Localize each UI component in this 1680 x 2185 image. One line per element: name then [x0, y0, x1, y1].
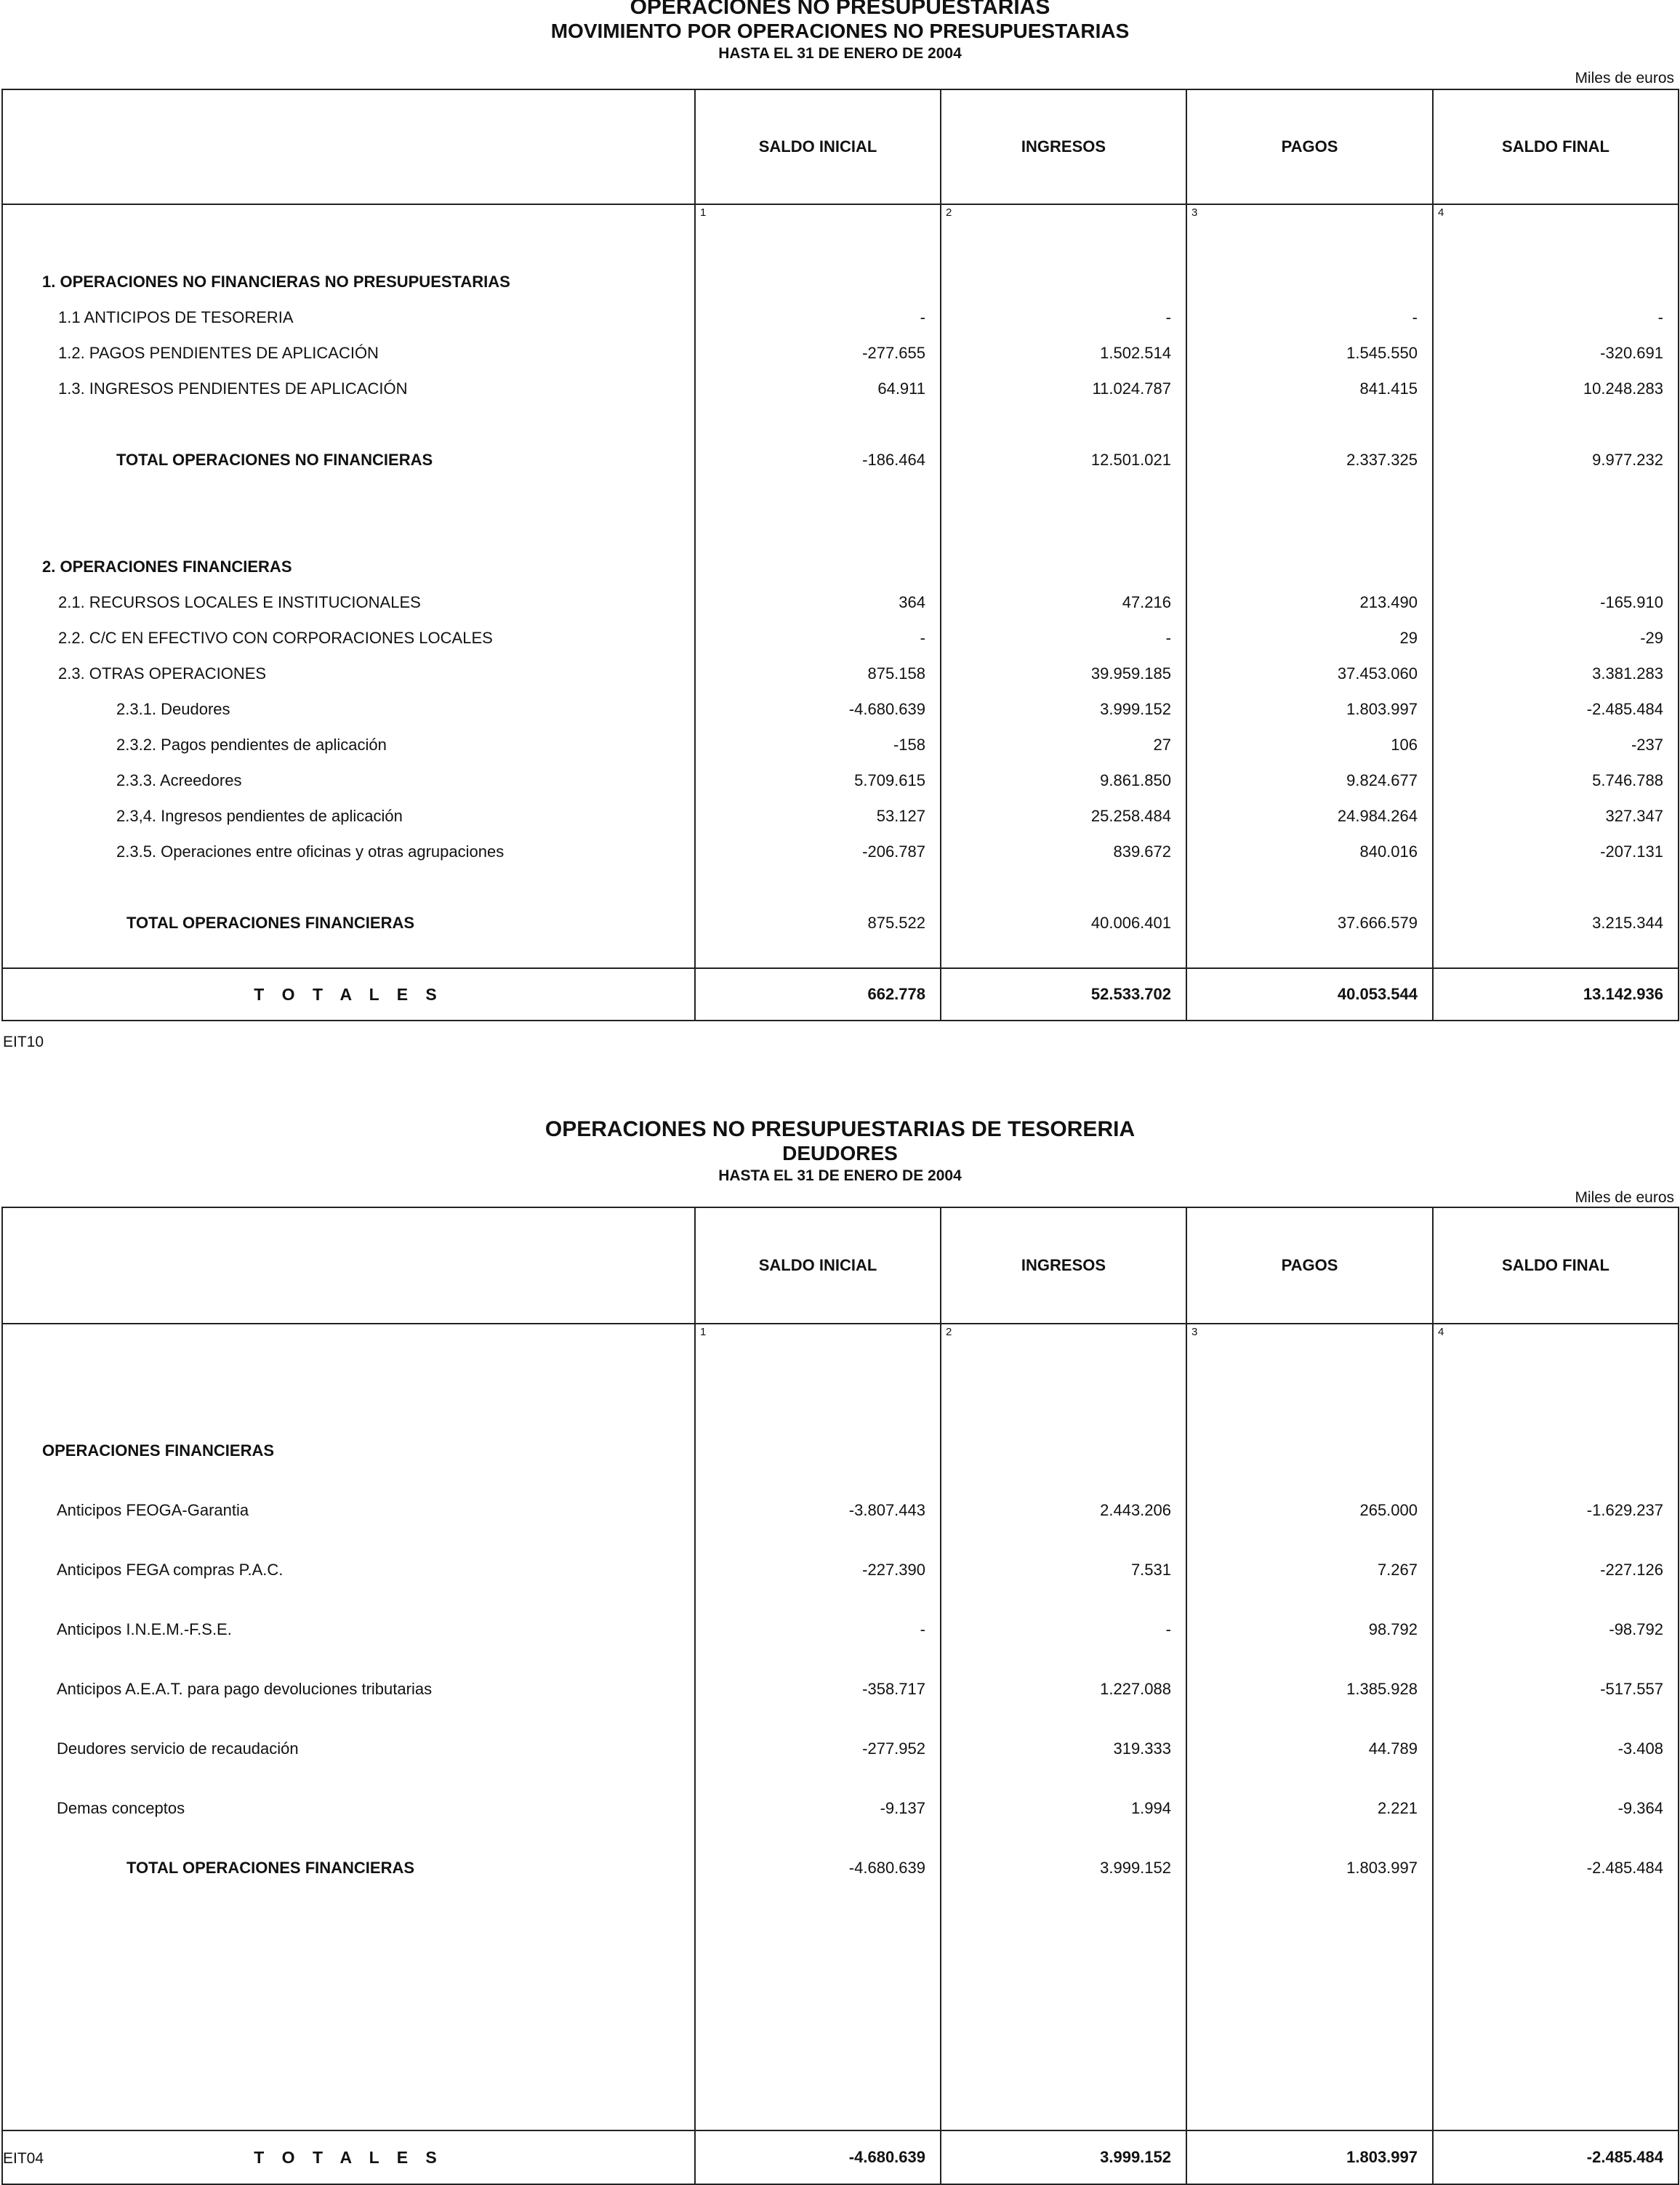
report-code: EIT04	[3, 2150, 44, 2167]
cell-value: 53.127	[695, 798, 941, 834]
table-row	[2, 335, 1679, 371]
total-value: 662.778	[695, 968, 941, 1021]
table-row	[2, 371, 1679, 406]
row-label: 2.3.3. Acreedores	[2, 762, 695, 798]
cell-value: -186.464	[695, 442, 941, 478]
cell-value	[695, 1421, 941, 1481]
cell-value: -	[941, 1600, 1186, 1659]
cell-value: 47.216	[941, 584, 1186, 620]
cell-value: -	[1433, 299, 1679, 335]
row-label: 2.3.1. Deudores	[2, 691, 695, 727]
cell-value: 2.221	[1186, 1779, 1433, 1838]
cell-value: 841.415	[1186, 371, 1433, 406]
row-label: 2.3,4. Ingresos pendientes de aplicación	[2, 798, 695, 834]
cell-value	[1186, 264, 1433, 299]
table-row	[2, 1600, 1679, 1659]
colnum-3: 3	[1186, 204, 1433, 264]
table-row	[2, 1779, 1679, 1838]
colnum-3: 3	[1186, 1324, 1433, 1421]
cell-value: -1.629.237	[1433, 1481, 1679, 1540]
cell-value: 24.984.264	[1186, 798, 1433, 834]
table-row	[2, 299, 1679, 335]
table-row	[2, 762, 1679, 798]
cell-value: 327.347	[1433, 798, 1679, 834]
deudores-table	[1, 1207, 1679, 2185]
cell-value: -	[695, 1600, 941, 1659]
cell-value: -358.717	[695, 1659, 941, 1719]
table-row-spacer	[2, 869, 1679, 905]
cell-value	[1186, 1421, 1433, 1481]
cell-value: 7.531	[941, 1540, 1186, 1600]
cell-value: 98.792	[1186, 1600, 1433, 1659]
row-label: TOTAL OPERACIONES NO FINANCIERAS	[2, 442, 695, 478]
row-label: Anticipos FEOGA-Garantia	[2, 1481, 695, 1540]
cell-value: -	[941, 620, 1186, 656]
cell-value: -206.787	[695, 834, 941, 869]
cell-value: 840.016	[1186, 834, 1433, 869]
cell-value: -165.910	[1433, 584, 1679, 620]
row-label: 1.1 ANTICIPOS DE TESORERIA	[2, 299, 695, 335]
cell-value	[1433, 549, 1679, 584]
cell-value: -227.126	[1433, 1540, 1679, 1600]
header-pagos: PAGOS	[1186, 89, 1433, 204]
row-label: 2. OPERACIONES FINANCIERAS	[2, 549, 695, 584]
header-saldo-final: SALDO FINAL	[1433, 89, 1679, 204]
cell-value: 37.453.060	[1186, 656, 1433, 691]
cell-value: -517.557	[1433, 1659, 1679, 1719]
row-label: TOTAL OPERACIONES FINANCIERAS	[2, 905, 695, 941]
cell-value: 39.959.185	[941, 656, 1186, 691]
cell-value: 3.215.344	[1433, 905, 1679, 941]
table-row	[2, 584, 1679, 620]
cell-value: -29	[1433, 620, 1679, 656]
table-row-spacer	[2, 478, 1679, 549]
cell-value: 106	[1186, 727, 1433, 762]
totals-row	[2, 2130, 1679, 2184]
header-saldo-inicial: SALDO INICIAL	[695, 1207, 941, 1324]
table-row-spacer	[2, 406, 1679, 442]
table-row	[2, 798, 1679, 834]
cell-value: -4.680.639	[695, 1838, 941, 1898]
cell-value: 9.977.232	[1433, 442, 1679, 478]
cell-value: 1.545.550	[1186, 335, 1433, 371]
colnum-4: 4	[1433, 1324, 1679, 1421]
table-header-row	[2, 1207, 1679, 1324]
cell-value: 265.000	[1186, 1481, 1433, 1540]
cell-value: -2.485.484	[1433, 1838, 1679, 1898]
cell-value	[941, 264, 1186, 299]
cell-value: -	[695, 620, 941, 656]
units-label: Miles de euros	[1575, 1189, 1674, 1206]
row-label: 2.1. RECURSOS LOCALES E INSTITUCIONALES	[2, 584, 695, 620]
cell-value: 11.024.787	[941, 371, 1186, 406]
report-title: OPERACIONES NO PRESUPUESTARIAS	[630, 0, 1050, 19]
cell-value: -9.137	[695, 1779, 941, 1838]
table-row-subtotal	[2, 905, 1679, 941]
row-label: 2.3. OTRAS OPERACIONES	[2, 656, 695, 691]
cell-value: 40.006.401	[941, 905, 1186, 941]
cell-value: -98.792	[1433, 1600, 1679, 1659]
column-number-row	[2, 1324, 1679, 1421]
cell-value: 44.789	[1186, 1719, 1433, 1779]
table-row	[2, 656, 1679, 691]
colnum-2: 2	[941, 204, 1186, 264]
totals-label: T O T A L E S	[2, 2130, 695, 2184]
cell-value: -227.390	[695, 1540, 941, 1600]
cell-value	[1433, 1421, 1679, 1481]
table-row	[2, 1540, 1679, 1600]
cell-value: 875.158	[695, 656, 941, 691]
table-header-row	[2, 89, 1679, 204]
total-value: 13.142.936	[1433, 968, 1679, 1021]
cell-value: 3.999.152	[941, 1838, 1186, 1898]
cell-value	[695, 264, 941, 299]
cell-value: 319.333	[941, 1719, 1186, 1779]
report-date: HASTA EL 31 DE ENERO DE 2004	[718, 1167, 962, 1184]
cell-value: 1.385.928	[1186, 1659, 1433, 1719]
cell-value: 1.994	[941, 1779, 1186, 1838]
cell-value: 213.490	[1186, 584, 1433, 620]
cell-value: -3.807.443	[695, 1481, 941, 1540]
cell-value: -277.952	[695, 1719, 941, 1779]
colnum-1: 1	[695, 204, 941, 264]
cell-value: -158	[695, 727, 941, 762]
cell-value: 839.672	[941, 834, 1186, 869]
cell-value: -	[695, 299, 941, 335]
cell-value: 37.666.579	[1186, 905, 1433, 941]
cell-value: 12.501.021	[941, 442, 1186, 478]
table-row	[2, 1481, 1679, 1540]
row-label: 2.3.2. Pagos pendientes de aplicación	[2, 727, 695, 762]
cell-value: 1.502.514	[941, 335, 1186, 371]
cell-value	[1433, 264, 1679, 299]
table-row	[2, 727, 1679, 762]
table-row	[2, 549, 1679, 584]
cell-value: 5.746.788	[1433, 762, 1679, 798]
table-row	[2, 264, 1679, 299]
header-blank	[2, 89, 695, 204]
header-saldo-final: SALDO FINAL	[1433, 1207, 1679, 1324]
colnum-1: 1	[695, 1324, 941, 1421]
cell-value: 7.267	[1186, 1540, 1433, 1600]
row-label: 1.2. PAGOS PENDIENTES DE APLICACIÓN	[2, 335, 695, 371]
cell-value: -2.485.484	[1433, 691, 1679, 727]
cell-value: 3.381.283	[1433, 656, 1679, 691]
row-label: 1. OPERACIONES NO FINANCIERAS NO PRESUPUESTARIAS	[2, 264, 695, 299]
row-label: 2.3.5. Operaciones entre oficinas y otras agrupaciones	[2, 834, 695, 869]
column-number-row	[2, 204, 1679, 264]
cell-value: 1.227.088	[941, 1659, 1186, 1719]
total-value: -4.680.639	[695, 2130, 941, 2184]
total-value: 3.999.152	[941, 2130, 1186, 2184]
totals-row	[2, 968, 1679, 1021]
table-row-spacer	[2, 941, 1679, 968]
cell-value: 29	[1186, 620, 1433, 656]
cell-value: -277.655	[695, 335, 941, 371]
header-ingresos: INGRESOS	[941, 1207, 1186, 1324]
colnum-2: 2	[941, 1324, 1186, 1421]
report-subtitle: DEUDORES	[782, 1142, 898, 1164]
row-label: Anticipos I.N.E.M.-F.S.E.	[2, 1600, 695, 1659]
cell-value: 3.999.152	[941, 691, 1186, 727]
cell-value: -207.131	[1433, 834, 1679, 869]
cell-value	[695, 549, 941, 584]
report-date: HASTA EL 31 DE ENERO DE 2004	[718, 45, 962, 62]
cell-value	[941, 549, 1186, 584]
row-label: 2.2. C/C EN EFECTIVO CON CORPORACIONES LOCALES	[2, 620, 695, 656]
row-label: Anticipos FEGA compras P.A.C.	[2, 1540, 695, 1600]
colnum-blank	[2, 204, 695, 264]
header-blank	[2, 1207, 695, 1324]
colnum-blank	[2, 1324, 695, 1421]
movimiento-table	[1, 89, 1679, 1021]
cell-value	[941, 1421, 1186, 1481]
cell-value: 875.522	[695, 905, 941, 941]
totals-label: T O T A L E S	[2, 968, 695, 1021]
cell-value: 25.258.484	[941, 798, 1186, 834]
cell-value: 2.337.325	[1186, 442, 1433, 478]
table-row	[2, 1421, 1679, 1481]
report-subtitle: MOVIMIENTO POR OPERACIONES NO PRESUPUESTARIAS	[550, 20, 1130, 42]
cell-value: -320.691	[1433, 335, 1679, 371]
cell-value: 9.861.850	[941, 762, 1186, 798]
row-label: 1.3. INGRESOS PENDIENTES DE APLICACIÓN	[2, 371, 695, 406]
row-label: Demas conceptos	[2, 1779, 695, 1838]
header-pagos: PAGOS	[1186, 1207, 1433, 1324]
cell-value: 27	[941, 727, 1186, 762]
header-saldo-inicial: SALDO INICIAL	[695, 89, 941, 204]
cell-value: -	[941, 299, 1186, 335]
table-row	[2, 691, 1679, 727]
cell-value: 364	[695, 584, 941, 620]
table-row	[2, 1719, 1679, 1779]
row-label: OPERACIONES FINANCIERAS	[2, 1421, 695, 1481]
cell-value: -	[1186, 299, 1433, 335]
cell-value: -237	[1433, 727, 1679, 762]
cell-value: -3.408	[1433, 1719, 1679, 1779]
cell-value: 64.911	[695, 371, 941, 406]
row-label: Deudores servicio de recaudación	[2, 1719, 695, 1779]
cell-value	[1186, 549, 1433, 584]
table-row-subtotal	[2, 1838, 1679, 1898]
cell-value: 9.824.677	[1186, 762, 1433, 798]
cell-value: 1.803.997	[1186, 1838, 1433, 1898]
units-label: Miles de euros	[1575, 70, 1674, 86]
table-row	[2, 834, 1679, 869]
cell-value: 10.248.283	[1433, 371, 1679, 406]
colnum-4: 4	[1433, 204, 1679, 264]
cell-value: 2.443.206	[941, 1481, 1186, 1540]
row-label: Anticipos A.E.A.T. para pago devoluciones tributarias	[2, 1659, 695, 1719]
cell-value: -9.364	[1433, 1779, 1679, 1838]
table-row-spacer	[2, 1898, 1679, 2130]
cell-value: 1.803.997	[1186, 691, 1433, 727]
total-value: -2.485.484	[1433, 2130, 1679, 2184]
total-value: 1.803.997	[1186, 2130, 1433, 2184]
table-row	[2, 620, 1679, 656]
total-value: 52.533.702	[941, 968, 1186, 1021]
table-row	[2, 1659, 1679, 1719]
total-value: 40.053.544	[1186, 968, 1433, 1021]
table-row-subtotal	[2, 442, 1679, 478]
row-label: TOTAL OPERACIONES FINANCIERAS	[2, 1838, 695, 1898]
report-title: OPERACIONES NO PRESUPUESTARIAS DE TESORERIA	[544, 1117, 1136, 1141]
cell-value: -4.680.639	[695, 691, 941, 727]
report-code: EIT10	[3, 1034, 44, 1050]
cell-value: 5.709.615	[695, 762, 941, 798]
header-ingresos: INGRESOS	[941, 89, 1186, 204]
